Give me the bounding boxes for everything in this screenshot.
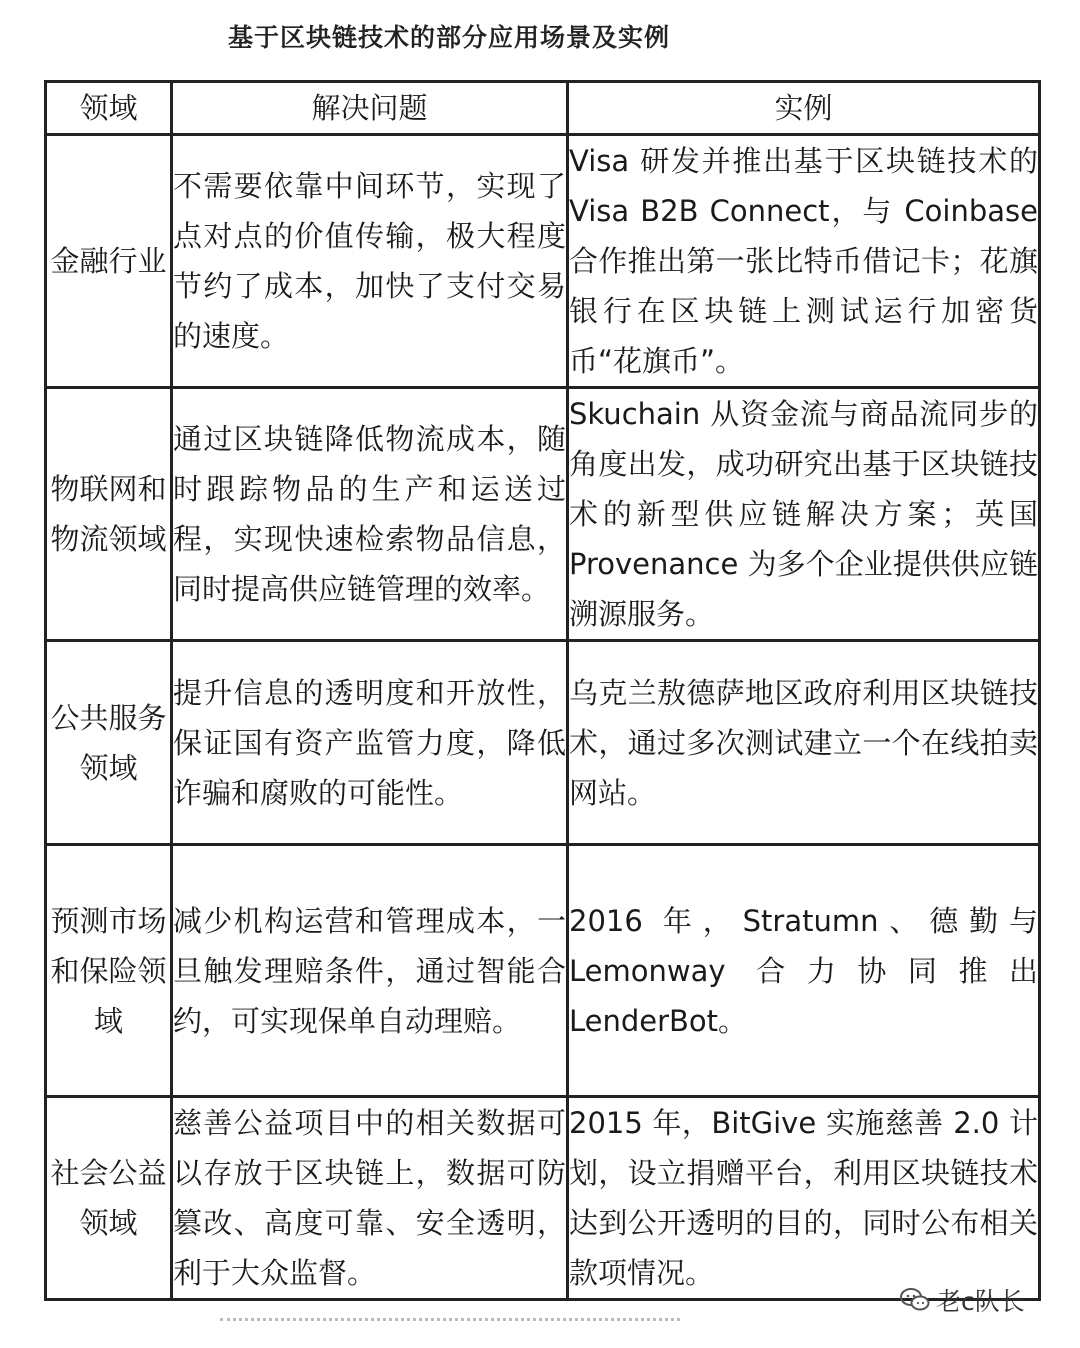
header-example: 实例 bbox=[568, 82, 1040, 135]
cell-field: 社会公益领域 bbox=[46, 1097, 172, 1300]
table-row bbox=[46, 845, 1040, 1097]
wechat-icon bbox=[900, 1287, 930, 1313]
table-row bbox=[46, 388, 1040, 641]
cell-example: 2015 年，BitGive 实施慈善 2.0 计划，设立捐赠平台，利用区块链技术达到公开透明的目的，同时公布相关款项情况。 bbox=[568, 1097, 1040, 1300]
cell-problem: 不需要依靠中间环节，实现了点对点的价值传输，极大程度节约了成本，加快了支付交易的速度。 bbox=[172, 135, 568, 388]
table-row bbox=[46, 135, 1040, 388]
cropped-text-line bbox=[220, 1318, 680, 1331]
cell-problem: 减少机构运营和管理成本，一旦触发理赔条件，通过智能合约，可实现保单自动理赔。 bbox=[172, 845, 568, 1097]
table-row bbox=[46, 1097, 1040, 1300]
application-table bbox=[44, 80, 1041, 1301]
watermark bbox=[900, 1282, 1025, 1318]
cell-field: 物联网和物流领域 bbox=[46, 388, 172, 641]
cell-example: 2016 年，Stratumn、德勤与 Lemonway 合力协同推出 LenderBot。 bbox=[568, 845, 1040, 1097]
table-row bbox=[46, 641, 1040, 845]
cell-example: 乌克兰敖德萨地区政府利用区块链技术，通过多次测试建立一个在线拍卖网站。 bbox=[568, 641, 1040, 845]
header-problem: 解决问题 bbox=[172, 82, 568, 135]
document-title: 基于区块链技术的部分应用场景及实例 bbox=[228, 23, 671, 52]
cell-field: 公共服务领域 bbox=[46, 641, 172, 845]
table-header-row bbox=[46, 82, 1040, 135]
cell-problem: 提升信息的透明度和开放性，保证国有资产监管力度，降低诈骗和腐败的可能性。 bbox=[172, 641, 568, 845]
cell-example: Skuchain 从资金流与商品流同步的角度出发，成功研究出基于区块链技术的新型供应链解决方案；英国 Provenance 为多个企业提供供应链溯源服务。 bbox=[568, 388, 1040, 641]
cell-field: 金融行业 bbox=[46, 135, 172, 388]
cell-field: 预测市场和保险领域 bbox=[46, 845, 172, 1097]
cell-problem: 通过区块链降低物流成本，随时跟踪物品的生产和运送过程，实现快速检索物品信息，同时提高供应链管理的效率。 bbox=[172, 388, 568, 641]
cell-example: Visa 研发并推出基于区块链技术的 Visa B2B Connect，与 Coinbase 合作推出第一张比特币借记卡；花旗银行在区块链上测试运行加密货币“花旗币”。 bbox=[568, 135, 1040, 388]
watermark-text: 老c队长 bbox=[936, 1287, 1025, 1316]
cell-problem: 慈善公益项目中的相关数据可以存放于区块链上，数据可防篡改、高度可靠、安全透明，利于大众监督。 bbox=[172, 1097, 568, 1300]
header-field: 领域 bbox=[46, 82, 172, 135]
